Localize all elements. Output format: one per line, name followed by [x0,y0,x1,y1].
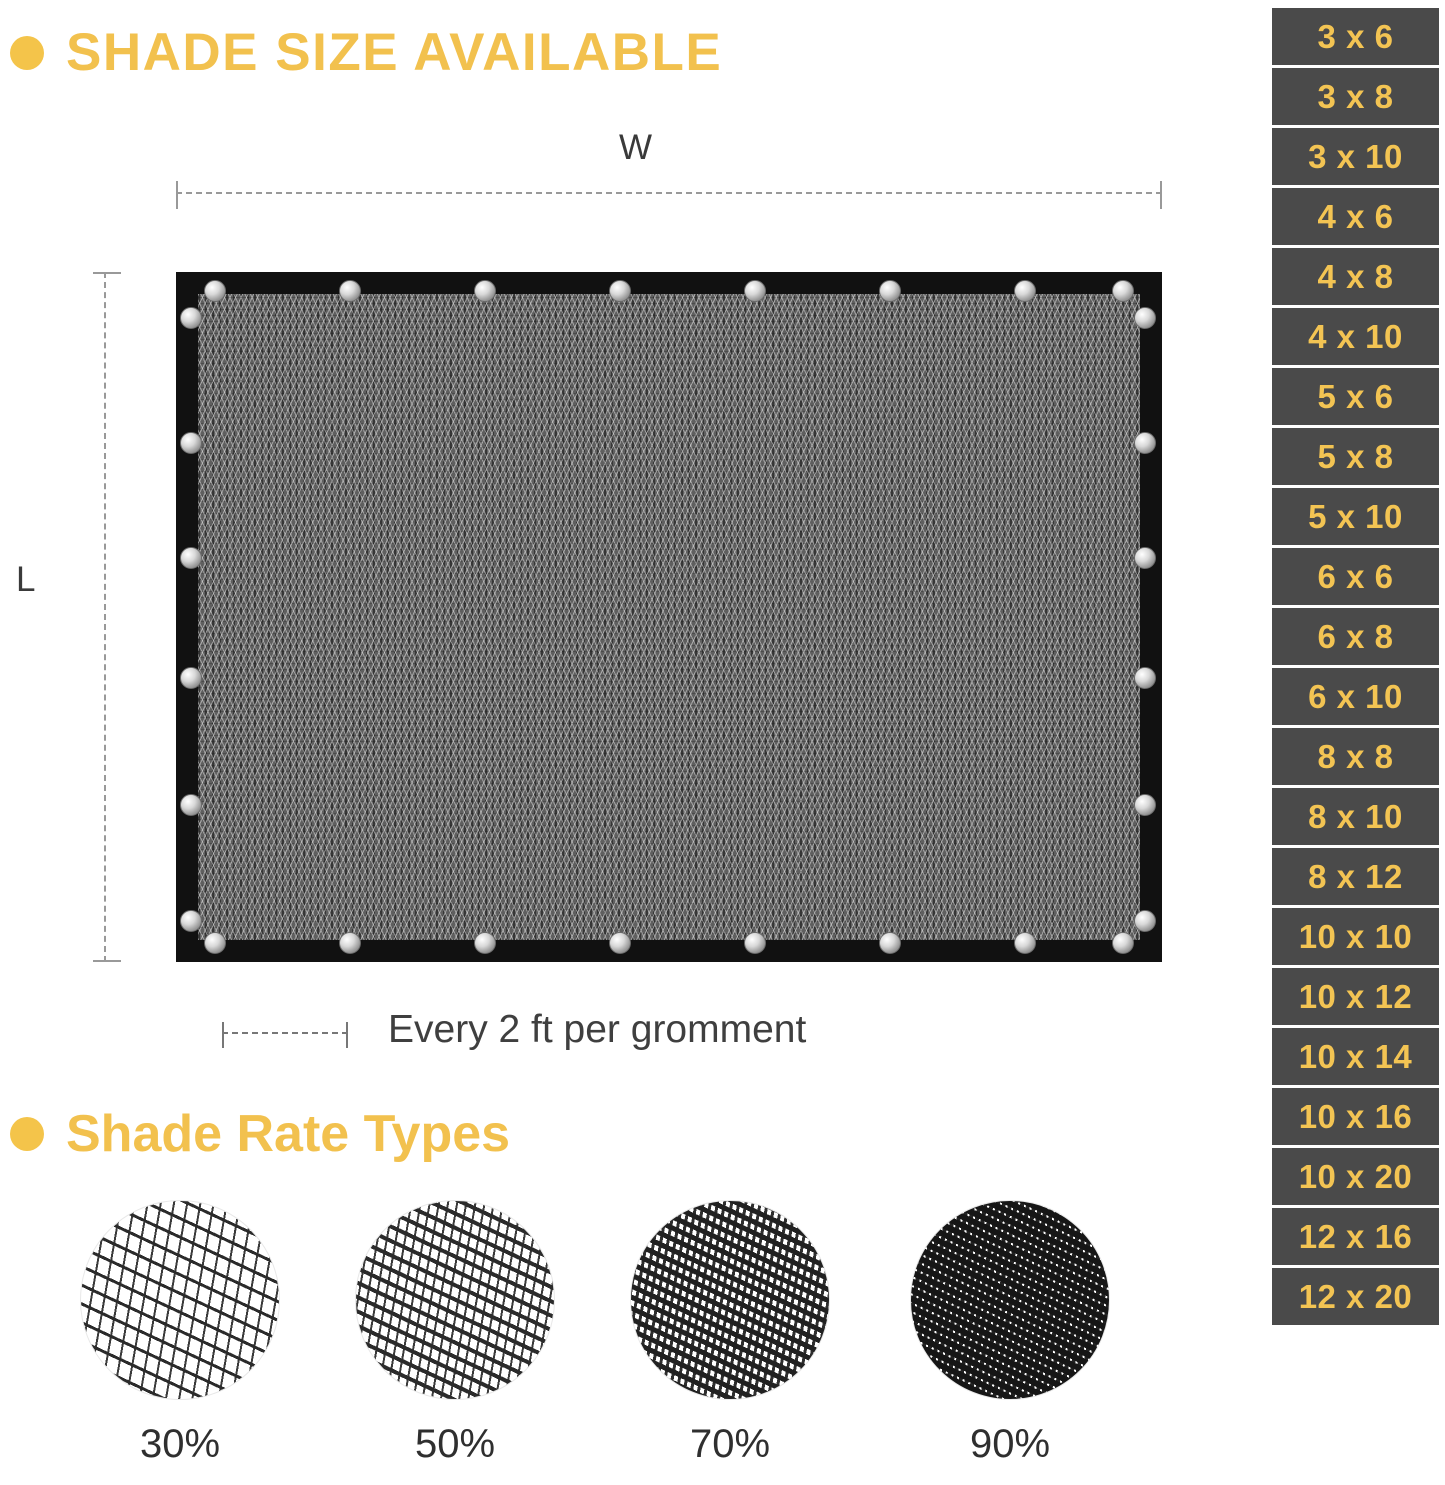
grommet [204,280,226,302]
grommet [180,910,202,932]
length-label: L [16,560,36,599]
shade-rate-item [330,1200,580,1467]
grommet-spacing-measure-line [222,1032,348,1034]
size-option[interactable]: 10 x 14 [1272,1028,1439,1085]
shade-rate-label: 50% [414,1422,496,1466]
section-heading-shade-rate [10,1104,510,1164]
shade-rate-item [885,1200,1135,1467]
grommet [474,932,496,954]
grommet-spacing-note: Every 2 ft per gromment [388,1008,807,1051]
grommet [744,280,766,302]
grommet [339,280,361,302]
grommet [180,547,202,569]
size-option[interactable]: 12 x 16 [1272,1208,1439,1265]
size-list-column [1272,0,1445,1485]
size-option[interactable]: 12 x 20 [1272,1268,1439,1325]
size-option[interactable]: 5 x 10 [1272,488,1439,545]
shade-rate-swatch-50 [355,1200,555,1400]
grommet [744,932,766,954]
grommet [1134,910,1156,932]
size-option[interactable]: 3 x 6 [1272,8,1439,65]
grommet [474,280,496,302]
grommet [1112,280,1134,302]
shade-rate-label: 70% [689,1422,771,1466]
size-option[interactable]: 10 x 20 [1272,1148,1439,1205]
shade-rate-swatch-30 [80,1200,280,1400]
grommet [879,280,901,302]
shade-rate-item [55,1200,305,1467]
mesh-fabric-texture [198,294,1140,940]
size-option[interactable]: 6 x 10 [1272,668,1439,725]
size-option[interactable]: 10 x 12 [1272,968,1439,1025]
grommet [1134,432,1156,454]
grommet [180,667,202,689]
size-option[interactable]: 8 x 10 [1272,788,1439,845]
shade-cloth-illustration [176,272,1162,962]
size-option[interactable]: 10 x 16 [1272,1088,1439,1145]
shade-rate-swatch-70 [630,1200,830,1400]
width-label: W [619,128,653,167]
shade-rate-title: Shade Rate Types [66,1105,511,1163]
shade-rate-label: 90% [969,1422,1051,1466]
grommet [1134,667,1156,689]
grommet [204,932,226,954]
grommet [339,932,361,954]
size-option[interactable]: 6 x 6 [1272,548,1439,605]
grommet [1014,280,1036,302]
shade-rate-item [605,1200,855,1467]
grommet [1014,932,1036,954]
size-option[interactable]: 6 x 8 [1272,608,1439,665]
bullet-icon [10,1117,44,1151]
width-measure-line [176,192,1162,194]
shade-rate-swatch-90 [910,1200,1110,1400]
length-measure-line [104,272,106,962]
size-option[interactable]: 5 x 8 [1272,428,1439,485]
size-option[interactable]: 3 x 10 [1272,128,1439,185]
grommet [609,932,631,954]
grommet [180,794,202,816]
size-option[interactable]: 8 x 8 [1272,728,1439,785]
size-option[interactable]: 4 x 10 [1272,308,1439,365]
size-option[interactable]: 4 x 6 [1272,188,1439,245]
grommet [1134,547,1156,569]
size-option[interactable]: 10 x 10 [1272,908,1439,965]
shade-rate-label: 30% [139,1422,221,1466]
size-option[interactable]: 3 x 8 [1272,68,1439,125]
grommet [1112,932,1134,954]
size-option[interactable]: 4 x 8 [1272,248,1439,305]
shade-size-title: SHADE SIZE AVAILABLE [66,23,723,82]
size-option[interactable]: 8 x 12 [1272,848,1439,905]
shade-rate-swatches [0,1200,1272,1480]
grommet [180,307,202,329]
grommet [1134,794,1156,816]
grommet [609,280,631,302]
grommet [1134,307,1156,329]
size-option[interactable]: 5 x 6 [1272,368,1439,425]
size-list [1272,8,1445,1325]
grommet [180,432,202,454]
grommet [879,932,901,954]
